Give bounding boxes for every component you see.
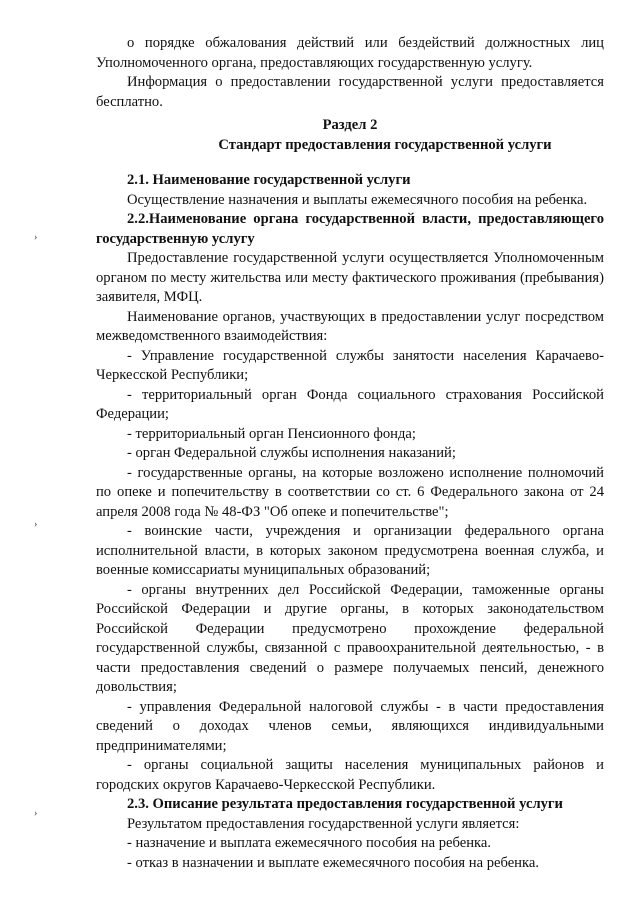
body-paragraph: Предоставление государственной услуги осуществляется Уполномоченным органом по месту жительства или месту фактического проживания (пребывания) заявителя, МФЦ.	[96, 250, 604, 305]
list-item: - территориальный орган Пенсионного фонда;	[127, 425, 416, 442]
list-item: - органы внутренних дел Российской Федерации, таможенные органы Российской Федерации и другие органы, в которых законодательством Российской Федерации предусмотрено прохождение федеральной государственной службы, связанной с правоохранительной деятельностью, - в части предоставления сведений о размере получаемых пенсий, денежного довольствия;	[96, 581, 604, 695]
body-paragraph: Осуществление назначения и выплаты ежемесячного пособия на ребенка.	[127, 191, 588, 208]
body-paragraph: Наименование органов, участвующих в предоставлении услуг посредством межведомственного взаимодействия:	[96, 308, 604, 344]
subsection-heading: 2.2.Наименование органа государственной власти, предоставляющего государственную услугу	[96, 211, 604, 247]
list-item: - государственные органы, на которые возложено исполнение полномочий по опеке и попечительству в соответствии со ст. 6 Федерального закона от 24 апреля 2008 года № 48-ФЗ "Об опеке и попечительстве";	[96, 464, 604, 520]
document-page	[96, 34, 604, 873]
body-paragraph: Результатом предоставления государственной услуги является:	[127, 815, 520, 832]
subsection-heading: 2.1. Наименование государственной услуги	[127, 172, 411, 188]
list-item: - орган Федеральной службы исполнения наказаний;	[127, 445, 456, 461]
list-item: - назначение и выплата ежемесячного пособия на ребенка.	[127, 835, 492, 851]
list-item: - воинские части, учреждения и организации федерального органа исполнительной власти, в которых законом предусмотрена военная служба, и военные комиссариаты муниципальных образований;	[96, 523, 604, 578]
list-item: - органы социальной защиты населения муниципальных районов и городских округов Карачаево-Черкесской Республики.	[96, 757, 604, 793]
body-paragraph: Информация о предоставлении государственной услуги предоставляется бесплатно.	[96, 74, 604, 110]
section-number: Раздел 2	[322, 117, 378, 133]
margin-mark: ›	[34, 232, 38, 243]
section-title: Стандарт предоставления государственной услуги	[218, 136, 552, 153]
list-item: - управления Федеральной налоговой службы - в части предоставления сведений о доходах членов семьи, являющихся индивидуальными предпринимателями;	[96, 698, 604, 754]
margin-mark: ›	[34, 519, 38, 530]
list-item: - территориальный орган Фонда социального страхования Российской Федерации;	[96, 386, 604, 422]
list-item: - Управление государственной службы занятости населения Карачаево-Черкесской Республики;	[96, 347, 604, 383]
list-item: - отказ в назначении и выплате ежемесячного пособия на ребенка.	[127, 854, 539, 871]
subsection-heading: 2.3. Описание результата предоставления государственной услуги	[127, 796, 563, 812]
body-paragraph: о порядке обжалования действий или бездействий должностных лиц Уполномоченного органа, предоставляющих государственную услугу.	[96, 35, 604, 71]
margin-mark: ›	[34, 808, 38, 819]
